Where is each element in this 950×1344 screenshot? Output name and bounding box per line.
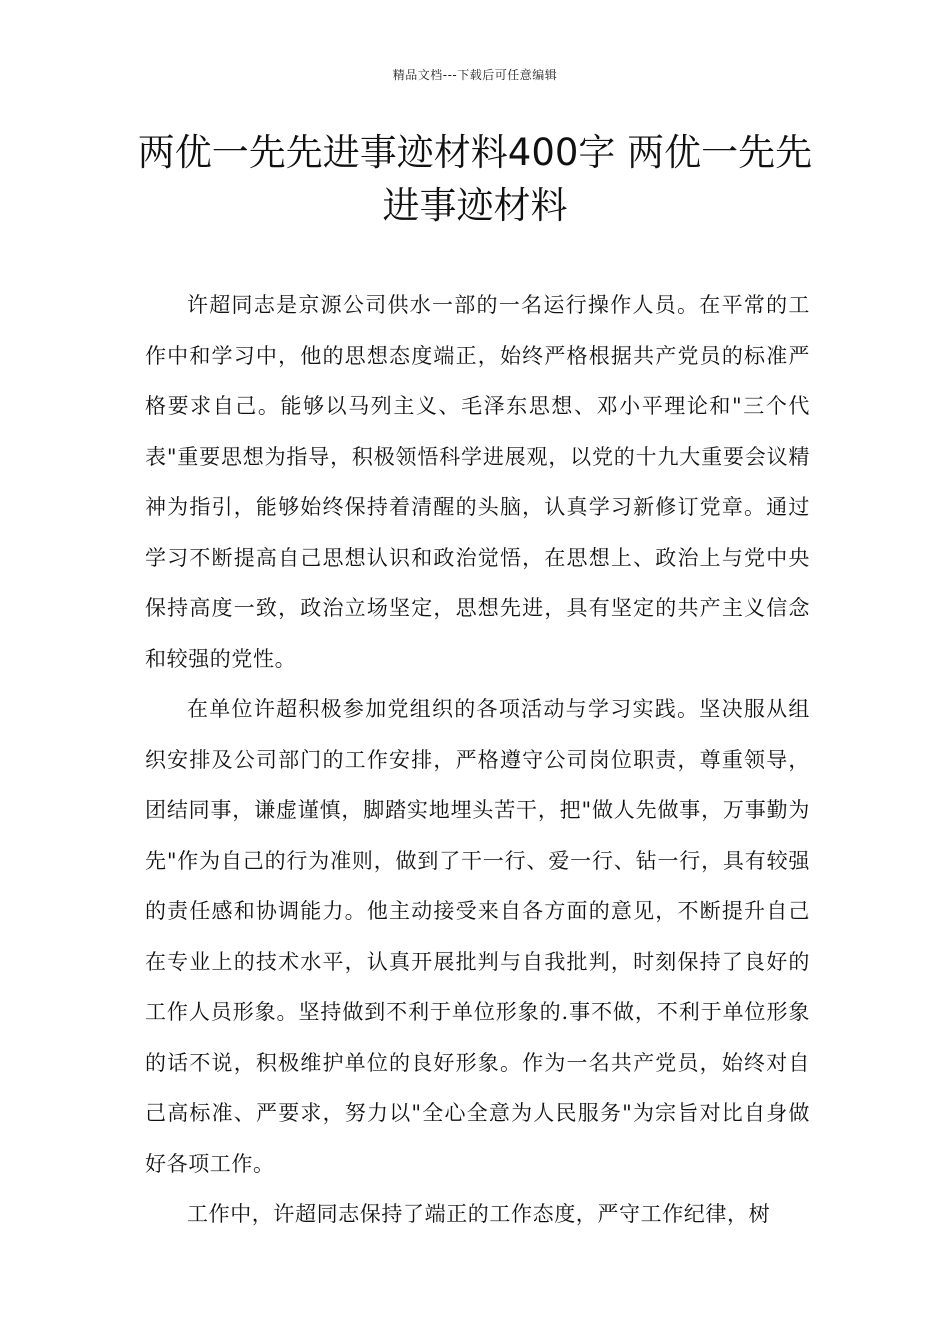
paragraph: 在单位许超积极参加党组织的各项活动与学习实践。坚决服从组织安排及公司部门的工作安排，严格遵守公司岗位职责，尊重领导，团结同事，谦虚谨慎，脚踏实地埋头苦干，把"做人先做事，万事勤为先"作为自己的行为准则，做到了干一行、爱一行、钻一行，具有较强的责任感和协调能力。他主动接受来自各方面的意见，不断提升自己在专业上的技术水平，认真开展批判与自我批判，时刻保持了良好的工作人员形象。坚持做到不利于单位形象的.事不做，不利于单位形象的话不说，积极维护单位的良好形象。作为一名共产党员，始终对自己高标准、严要求，努力以"全心全意为人民服务"为宗旨对比自身做好各项工作。 (145, 697, 810, 1176)
document-title: 两优一先先进事迹材料400字 两优一先先进事迹材料 (137, 131, 813, 227)
document-body (145, 280, 810, 1240)
paragraph: 工作中，许超同志保持了端正的工作态度，严守工作纪律，树 (187, 1202, 771, 1226)
header-note: 精品文档---下载后可任意编辑 (392, 68, 558, 82)
paragraph: 许超同志是京源公司供水一部的一名运行操作人员。在平常的工作中和学习中，他的思想态度端正，始终严格根据共产党员的标准严格要求自己。能够以马列主义、毛泽东思想、邓小平理论和"三个代表"重要思想为指导，积极领悟科学进展观，以党的十九大重要会议精神为指引，能够始终保持着清醒的头脑，认真学习新修订党章。通过学习不断提高自己思想认识和政治觉悟，在思想上、政治上与党中央保持高度一致，政治立场坚定，思想先进，具有坚定的共产主义信念和较强的党性。 (145, 293, 810, 671)
